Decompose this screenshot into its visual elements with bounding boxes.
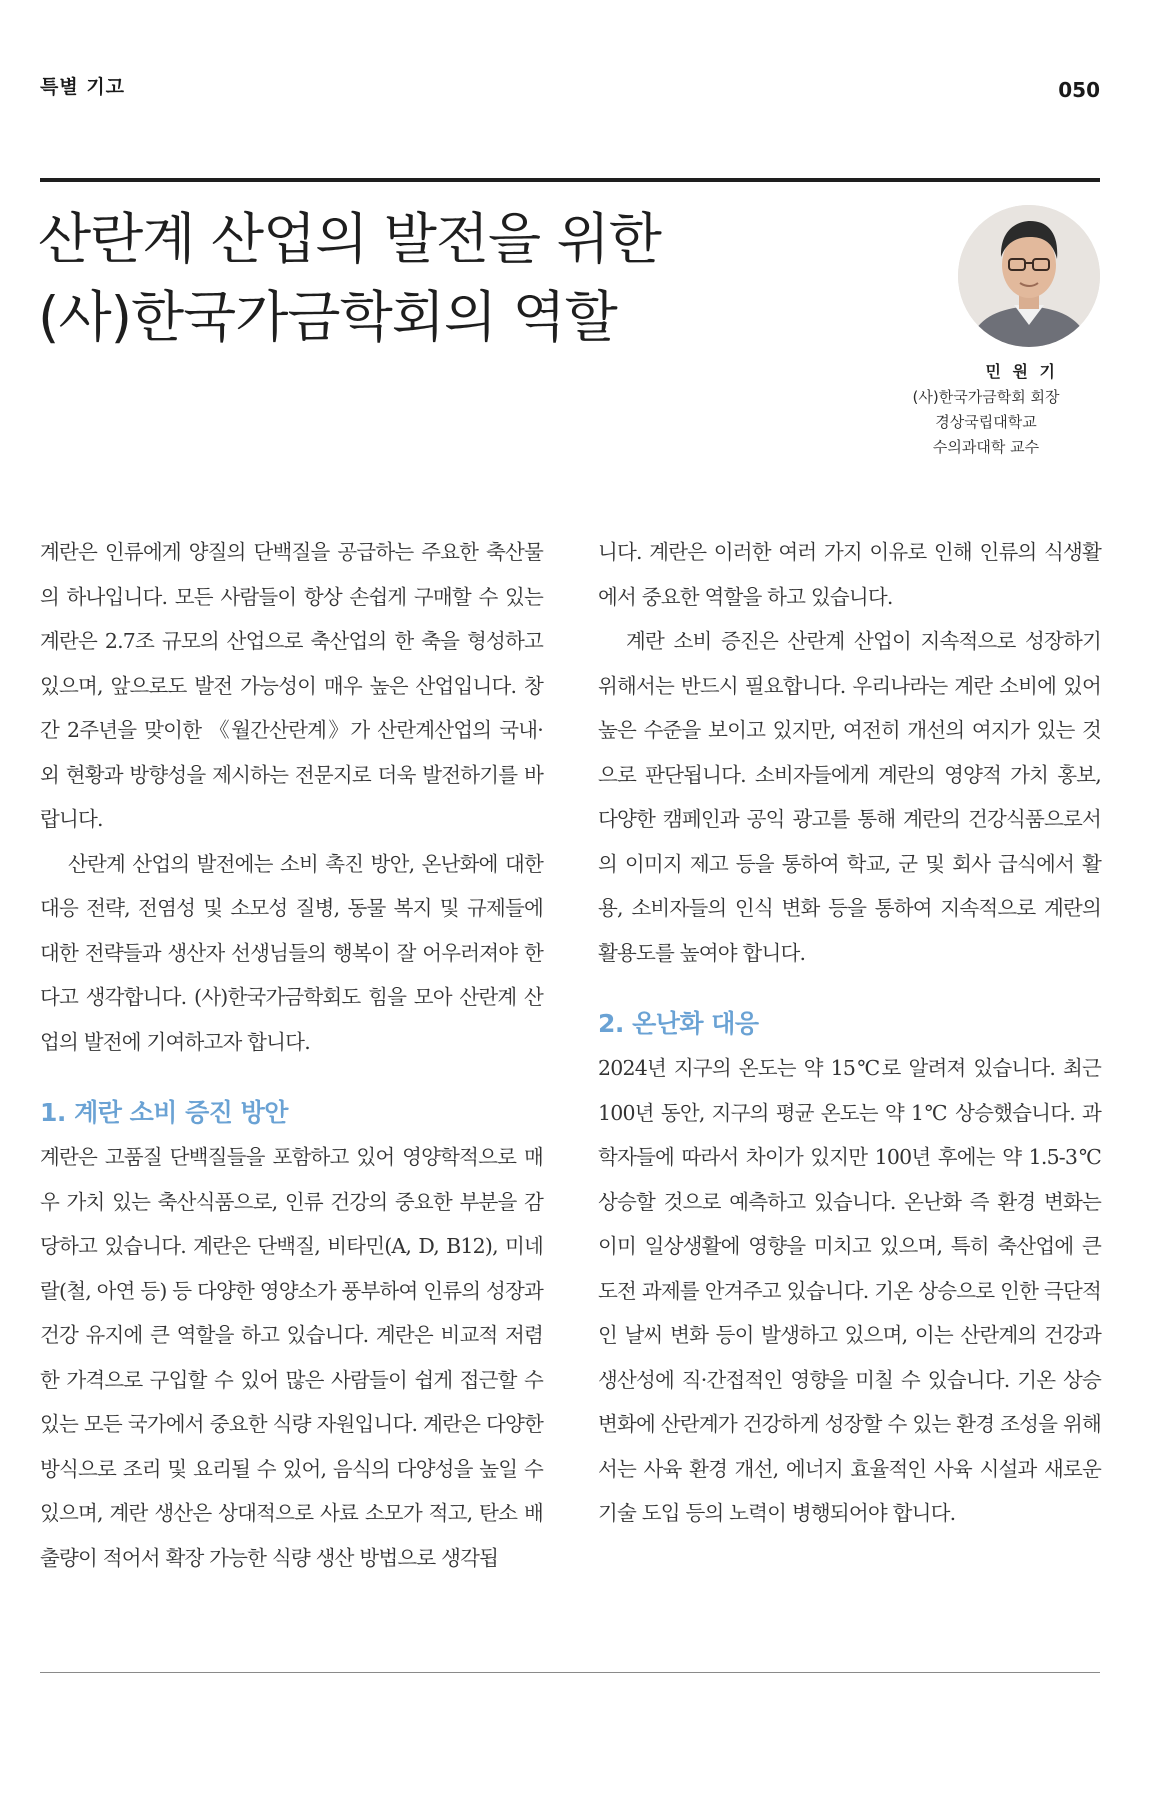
author-name: 민 원 기 [985,362,1058,381]
author-photo [958,205,1100,347]
author-line: 수의과대학 교수 [932,438,1040,456]
title-line-1: 산란계 산업의 발전을 위한 [38,207,661,271]
bottom-divider [40,1672,1100,1673]
section-2-heading: 2. 온난화 대응 [598,1009,759,1038]
top-divider [40,178,1100,182]
intro-paragraph-1: 계란은 인류에게 양질의 단백질을 공급하는 주요한 축산물의 하나입니다. 모든 사람들이 항상 손쉽게 구매할 수 있는 계란은 2.7조 규모의 산업으로 축산업의 한 축을 형성하고 있으며, 앞으로도 발전 가능성이 매우 높은 산업입니다. 창간 2주년을 맞이한 《월간산란계》가 산란계산업의 국내·외 현황과 방향성을 제시하는 전문지로 더욱 발전하기를 바랍니다. [40,540,543,831]
author-line: 경상국립대학교 [935,413,1037,431]
title-line-2: (사)한국가금학회의 역할 [38,285,617,349]
column-right [598,530,1101,1536]
section-2-paragraph-1: 2024년 지구의 온도는 약 15℃로 알려져 있습니다. 최근 100년 동안, 지구의 평균 온도는 약 1℃ 상승했습니다. 과학자들에 따라서 차이가 있지만 100년 후에는 약 1.5-3℃ 상승할 것으로 예측하고 있습니다. 온난화 즉 환경 변화는 이미 일상생활에 영향을 미치고 있으며, 특히 축산업에 큰 도전 과제를 안겨주고 있습니다. 기온 상승으로 인한 극단적인 날씨 변화 등이 발생하고 있으며, 이는 산란계의 건강과 생산성에 직·간접적인 영향을 미칠 수 있습니다. 기온 상승 변화에 산란계가 건강하게 성장할 수 있는 환경 조성을 위해서는 사육 환경 개선, 에너지 효율적인 사육 시설과 새로운 기술 도입 등의 노력이 병행되어야 합니다. [598,1056,1101,1525]
author-line: (사)한국가금학회 회장 [912,388,1060,406]
section-1-paragraph-1: 계란은 고품질 단백질들을 포함하고 있어 영양학적으로 매우 가치 있는 축산식품으로, 인류 건강의 중요한 부분을 감당하고 있습니다. 계란은 단백질, 비타민(A, D, B12), 미네랄(철, 아연 등) 등 다양한 영양소가 풍부하여 인류의 성장과 건강 유지에 큰 역할을 하고 있습니다. 계란은 비교적 저렴한 가격으로 구입할 수 있어 많은 사람들이 쉽게 접근할 수 있는 모든 국가에서 중요한 식량 자원입니다. 계란은 다양한 방식으로 조리 및 요리될 수 있어, 음식의 다양성을 높일 수 있으며, 계란 생산은 상대적으로 사료 소모가 적고, 탄소 배출량이 적어서 확장 가능한 식량 생산 방법으로 생각됩 [40,1145,543,1570]
page-number: 050 [1058,78,1100,102]
intro-paragraph-2: 산란계 산업의 발전에는 소비 촉진 방안, 온난화에 대한 대응 전략, 전염성 및 소모성 질병, 동물 복지 및 규제들에 대한 전략들과 생산자 선생님들의 행복이 잘 어우러져야 한다고 생각합니다. (사)한국가금학회도 힘을 모아 산란계 산업의 발전에 기여하고자 합니다. [40,851,543,1054]
section-1-heading: 1. 계란 소비 증진 방안 [40,1098,288,1127]
article-title [38,200,858,356]
section-1-paragraph-1-continued: 니다. 계란은 이러한 여러 가지 이유로 인해 인류의 식생활에서 중요한 역할을 하고 있습니다. [598,540,1101,609]
section-label: 특별 기고 [40,76,126,98]
author-affiliation [876,385,1096,460]
author-photo-icon [958,205,1100,347]
section-1-paragraph-2: 계란 소비 증진은 산란계 산업이 지속적으로 성장하기 위해서는 반드시 필요합니다. 우리나라는 계란 소비에 있어 높은 수준을 보이고 있지만, 여전히 개선의 여지가 있는 것으로 판단됩니다. 소비자들에게 계란의 영양적 가치 홍보, 다양한 캠페인과 공익 광고를 통해 계란의 건강식품으로서의 이미지 제고 등을 통하여 학교, 군 및 회사 급식에서 활용, 소비자들의 인식 변화 등을 통하여 지속적으로 계란의 활용도를 높여야 합니다. [598,629,1101,965]
column-left [40,530,543,1580]
